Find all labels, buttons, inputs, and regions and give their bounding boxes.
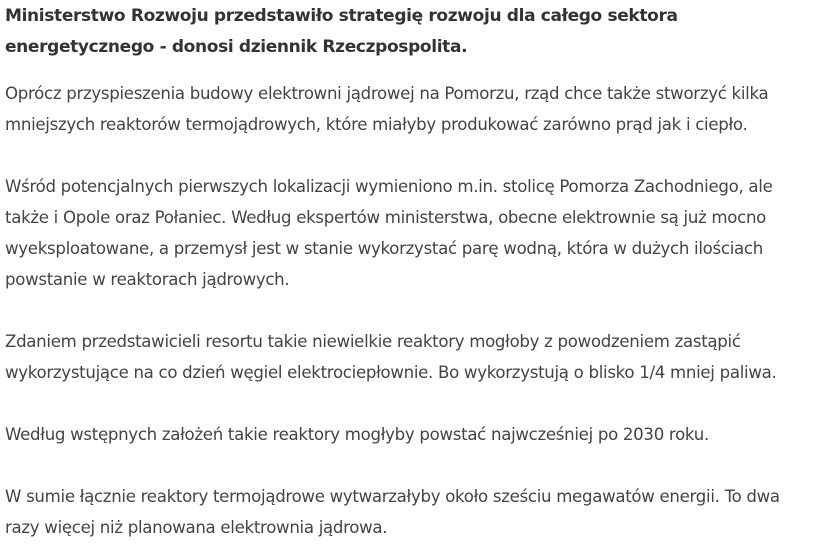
article-paragraph-3: Zdaniem przedstawicieli resortu takie niewielkie reaktory mogłoby z powodzeniem zastąpić wykorzystujące na co dzień węgiel elektrociepłownie. Bo wykorzystują o blisko 1/4 mniej paliwa. — [5, 332, 777, 382]
article-paragraph-2: Wśród potencjalnych pierwszych lokalizacji wymieniono m.in. stolicę Pomorza Zachodniego, ale także i Opole oraz Połaniec. Według ekspertów ministerstwa, obecne elektrownie są już mocno wyeksploatowane, a przemysł jest w stanie wykorzystać parę wodną, która w dużych ilościach powstanie w reaktorach jądrowych. — [5, 177, 773, 289]
article-paragraph-4: Według wstępnych założeń takie reaktory mogłyby powstać najwcześniej po 2030 roku. — [5, 425, 709, 444]
article-paragraph-5: W sumie łącznie reaktory termojądrowe wytwarzałyby około sześciu megawatów energii. To dwa razy więcej niż planowana elektrownia jądrowa. — [5, 487, 780, 537]
article-lead: Ministerstwo Rozwoju przedstawiło strategię rozwoju dla całego sektora energetycznego - donosi dziennik Rzeczpospolita. — [5, 6, 678, 57]
article-paragraph-1: Oprócz przyspieszenia budowy elektrowni jądrowej na Pomorzu, rząd chce także stworzyć kilka mniejszych reaktorów termojądrowych, które miałyby produkować zarówno prąd jak i ciepło. — [5, 84, 769, 134]
